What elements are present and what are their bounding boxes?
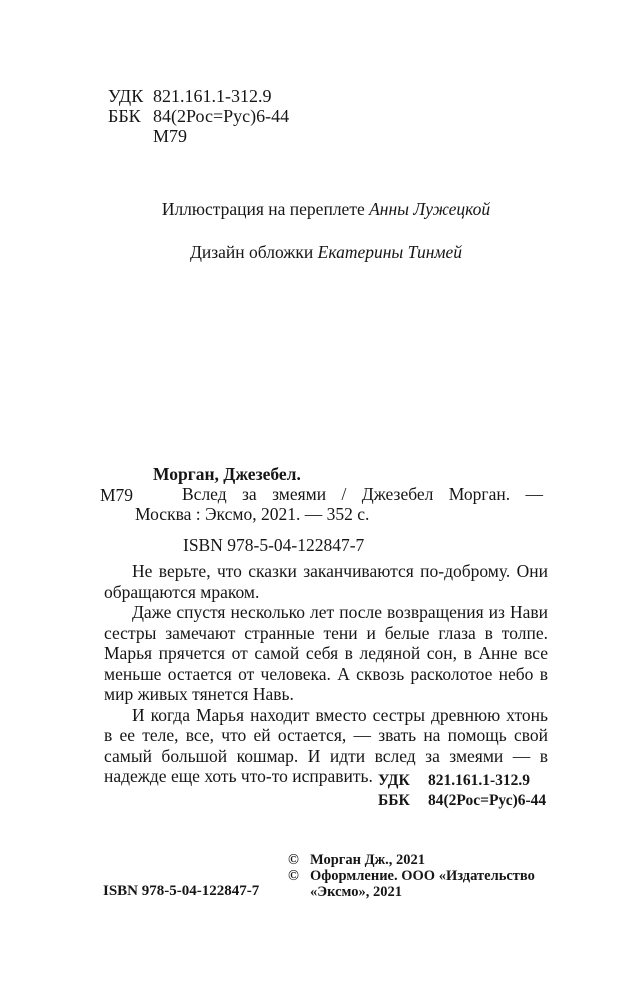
- isbn-catalog-line: ISBN 978-5-04-122847-7: [183, 535, 365, 555]
- annotation-paragraph: И когда Марья находит вместо сестры древнюю хтонь в ее теле, все, что ей остается, — звать на помощь свой самый большой кошмар. И идти вслед за змеями — в надежде еще хоть что-то исправить.: [104, 704, 548, 786]
- isbn-bottom-line: ISBN 978-5-04-122847-7: [103, 883, 260, 899]
- illustrator-name: Анны Лужецкой: [369, 199, 491, 219]
- copyright-block: [288, 853, 558, 900]
- copyright-symbol: ©: [288, 867, 299, 884]
- annotation-paragraph: Даже спустя несколько лет после возвращения из Нави сестры замечают странные тени и белые глаза в толпе. Марья прячется от самой себя в ледяной сон, в Анне все меньше остается от человека. А сквозь расколотое небо в мир живых тянется Навь.: [104, 602, 548, 704]
- copyright-author-text: Морган Дж., 2021: [310, 852, 425, 868]
- udk-top-label: УДК: [108, 86, 144, 106]
- udk-top-row: [108, 86, 289, 106]
- copyright-symbol: ©: [288, 852, 299, 868]
- udk-bottom-value: 821.161.1-312.9: [428, 772, 531, 789]
- author-sign-row: [108, 126, 289, 146]
- catalog-body: [135, 464, 543, 555]
- design-credit-line: [104, 242, 548, 262]
- copyright-publisher-text: Оформление. ООО «Издательство «Эксмо», 2021: [310, 867, 535, 900]
- copyright-publisher-row: [288, 869, 558, 901]
- design-credit-text: Дизайн обложки: [189, 242, 314, 262]
- catalog-author-sign: М79: [100, 485, 134, 505]
- udk-top-value: 821.161.1-312.9: [153, 86, 272, 106]
- udk-bottom-row: [378, 771, 546, 791]
- bottom-classification-block: [378, 771, 546, 811]
- udk-bottom-label: УДК: [378, 772, 410, 789]
- author-sign-code: М79: [153, 126, 188, 146]
- top-classification-block: [108, 86, 289, 146]
- bbk-top-label: ББК: [108, 106, 141, 126]
- catalog-card: [100, 464, 555, 555]
- illustration-credit-line: [104, 199, 548, 219]
- bbk-bottom-row: [378, 791, 546, 811]
- bibliographic-description: Вслед за змеями / Джезебел Морган. — Москва : Эксмо, 2021. — 352 с.: [135, 484, 543, 524]
- designer-name: Екатерины Тинмей: [317, 242, 463, 262]
- bbk-bottom-label: ББК: [378, 792, 410, 809]
- bbk-bottom-value: 84(2Рос=Рус)6-44: [428, 792, 547, 809]
- copyright-author-row: [288, 853, 558, 869]
- bbk-top-value: 84(2Рос=Рус)6-44: [153, 106, 290, 126]
- annotation-paragraph: Не верьте, что сказки заканчиваются по-доброму. Они обращаются мраком.: [104, 561, 548, 602]
- author-sign-spacer: [108, 126, 153, 146]
- bbk-top-row: [108, 106, 289, 126]
- book-author-heading: Морган, Джезебел.: [153, 464, 301, 484]
- illustration-credit-text: Иллюстрация на переплете: [161, 199, 365, 219]
- annotation-block: [104, 561, 548, 787]
